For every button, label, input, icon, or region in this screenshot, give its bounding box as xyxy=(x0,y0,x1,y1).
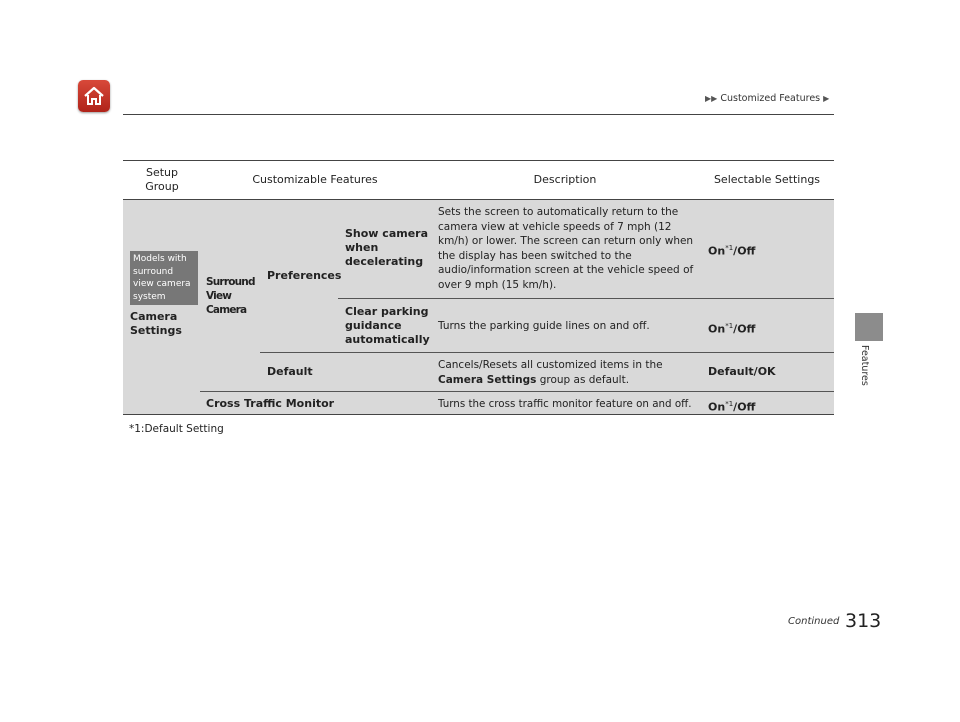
page-number: 313 xyxy=(845,610,882,632)
breadcrumb-label: Customized Features xyxy=(720,93,821,104)
table-row-cross-traffic-description: Turns the cross traffic monitor feature on and off. xyxy=(438,398,692,410)
table-row-show-camera-description: Sets the screen to automatically return to the camera view at vehicle speeds of 7 mph (12 km/h) or lower. The screen can return only when the display has been switched to the audio/information screen at the vehicle speed of over 9 mph (15 km/h). xyxy=(438,206,694,291)
table-row-clear-parking-description: Turns the parking guide lines on and off. xyxy=(438,320,650,332)
group-camera-settings: Camera Settings xyxy=(130,310,182,337)
row-divider xyxy=(260,352,834,353)
table-row-show-camera-setting: On$^{*1}$/Off xyxy=(708,244,756,258)
chevron-right-icon: ▶ xyxy=(823,94,830,103)
table-row-default-setting: Default/OK xyxy=(708,365,776,378)
header-customizable-features: Customizable Features xyxy=(252,173,378,186)
table-row-clear-parking-feature: Clear parking guidance automatically xyxy=(345,305,430,346)
header-selectable-settings: Selectable Settings xyxy=(713,173,821,186)
header-description: Description xyxy=(533,173,597,186)
table-row-cross-traffic-setting: On$^{*1}$/Off xyxy=(708,400,756,414)
chevron-right-icon: ▶▶ xyxy=(705,94,718,103)
section-label: Features xyxy=(859,345,870,386)
table-row-show-camera-feature: Show camera when decelerating xyxy=(345,227,429,268)
table-row-clear-parking-setting: On$^{*1}$/Off xyxy=(708,322,756,336)
table-row-default-feature: Default xyxy=(267,365,313,378)
row-divider xyxy=(338,298,834,299)
table-row-cross-traffic-feature: Cross Traffic Monitor xyxy=(206,397,335,410)
preferences-label: Preferences xyxy=(267,269,342,282)
sub-group-surround-view-camera: Surround View Camera xyxy=(206,276,255,316)
continued-label: Continued xyxy=(788,616,840,627)
breadcrumb[interactable] xyxy=(705,93,829,104)
footnote: *1:Default Setting xyxy=(129,423,224,435)
row-divider xyxy=(200,391,834,392)
table-top-rule xyxy=(123,160,834,161)
header-setup-group: Setup Group xyxy=(145,166,179,193)
header-rule xyxy=(123,114,834,115)
table-row-default-description: Cancels/Resets all customized items in the Camera Settings group as default. xyxy=(438,359,663,386)
home-icon xyxy=(82,84,106,108)
model-badge: Models with surround view camera system xyxy=(130,251,198,305)
section-tab[interactable] xyxy=(855,313,883,341)
home-button[interactable] xyxy=(78,80,110,112)
